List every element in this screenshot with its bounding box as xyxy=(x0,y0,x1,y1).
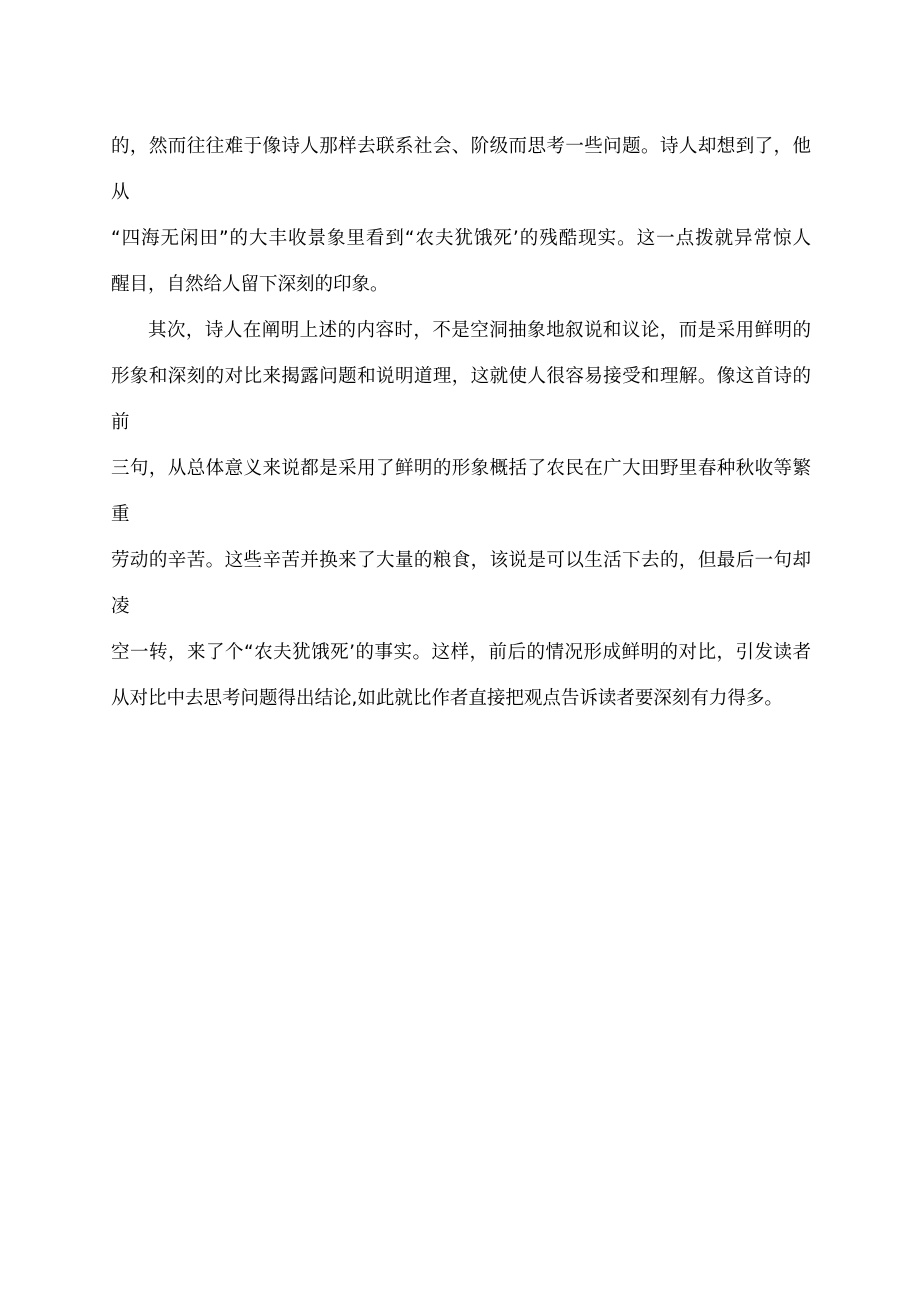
paragraph-2-line-4: 劳动的辛苦。这些辛苦并换来了大量的粮食，该说是可以生活下去的，但最后一句却凌 xyxy=(111,550,811,617)
paragraph-2-line-3: 三句，从总体意义来说都是采用了鲜明的形象概括了农民在广大田野里春种秋收等繁重 xyxy=(111,458,811,525)
paragraph-1 xyxy=(111,124,811,308)
body-text xyxy=(111,124,811,722)
paragraph-1-line-3: 醒目，自然给人留下深刻的印象。 xyxy=(111,274,389,295)
paragraph-2-line-6: 从对比中去思考问题得出结论,如此就比作者直接把观点告诉读者要深刻有力得多。 xyxy=(111,688,783,709)
paragraph-2-line-2: 形象和深刻的对比来揭露问题和说明道理，这就使人很容易接受和理解。像这首诗的前 xyxy=(111,366,811,433)
paragraph-1-line-2: “四海无闲田”的大丰收景象里看到“农夫犹饿死’的残酷现实。这一点拨就异常惊人 xyxy=(111,228,811,249)
paragraph-2 xyxy=(111,308,811,722)
paragraph-2-line-1: 其次，诗人在阐明上述的内容时，不是空洞抽象地叙说和议论，而是采用鲜明的 xyxy=(148,320,811,341)
paragraph-2-line-5: 空一转，来了个“农夫犹饿死’的事实。这样，前后的情况形成鲜明的对比，引发读者 xyxy=(111,642,811,663)
paragraph-1-line-1: 的，然而往往难于像诗人那样去联系社会、阶级而思考一些问题。诗人却想到了，他从 xyxy=(111,136,811,203)
